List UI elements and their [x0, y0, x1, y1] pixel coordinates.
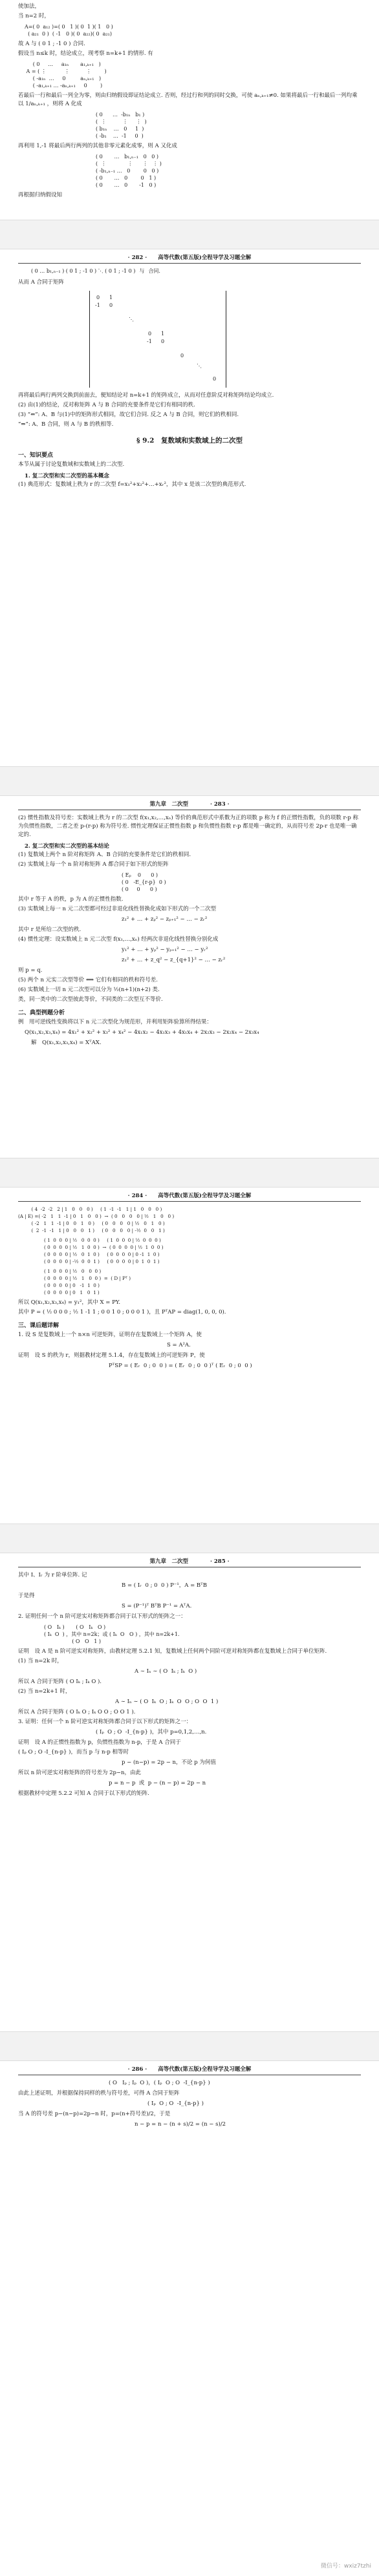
paragraph: (3) “⇐”: A、B 与(1)中的矩阵形式相同，故它们合同. 反之 A 与 B 合同，则它们的秩相同.	[18, 412, 239, 418]
text-line: 由此上述证明，并根据保持同样的秩与符号差，可得 A 合同于矩阵	[18, 2090, 180, 2097]
text-line: 所以 A 合同于矩阵 ( O Iₖ O ; Iₖ O O ; O O 1 ).	[18, 1709, 136, 1715]
running-head: 第九章 二次型 · 285 ·	[149, 1558, 230, 1565]
matrix-equation: ( 0 … -b₁ₙ b₁ ) ( ⋮ ⋮ ⋮ ) ( b₁ₙ … 0 1 ) ( -b₁ … -1 0 )	[96, 112, 147, 139]
list-item: 类，同一类中的二次型彼此等价，不同类的二次型互不等价.	[18, 996, 163, 1003]
list-item: (4) 惯性定理：设实数域上 n 元二次型 f(x₁,…,xₙ) 经两次非退化线性替换分别化成	[18, 936, 219, 943]
list-item: (6) 实数域上一切 n 元二次型可以分为 ½(n+1)(n+2) 类.	[18, 987, 160, 993]
matrix-equation: ( 0 … b₁,ₙ₋₁ 0 0 ) ( ⋮ ⋮ ⋮ ⋮ ) ( -b₁,ₙ₋₁ … 0 0 0 ) ( 0 … 0 0 1 ) ( 0 … 0 -1 0 )	[96, 154, 162, 188]
text-line: 根据教材中定理 5.2.2 可知 A 合同于以下形式的矩阵.	[18, 1790, 149, 1797]
equation: p − (n−p) = 2p − n，不论 p 为何值	[122, 1759, 216, 1766]
text-line: 于是得	[18, 1593, 35, 1599]
watermark: 微信号：wxiz7tzhi	[320, 2563, 371, 2570]
page-1	[0, 0, 379, 220]
proof: 证明 设 A 是 n 阶可逆实对称矩阵，由教材定理 5.2.1 知，复数域上任何两个同阶可逆对称矩阵都在复数域上合同于单位矩阵.	[18, 1648, 327, 1655]
equation: S = A²A.	[167, 1342, 191, 1348]
text-line: 从而 A 合同于矩阵	[18, 279, 65, 286]
paragraph: 若最后一行和最后一列全为零，则由归纳假设即证结论成立. 否则，经过行和列的同时交换，可使 aₙ,ₖ₊₁≠0. 如果将最后一行和最后一列均乘以 1/aₙ,ₖ₊₁ ，则将 A 化成	[18, 92, 358, 107]
matrix-cell: ⋱	[129, 317, 134, 322]
matrix-cell: 1	[109, 295, 113, 300]
list-item: 则 p = q.	[18, 967, 43, 974]
matrix-cell: 0	[180, 353, 184, 359]
paragraph: 再将最后两行两列交换到前面去，便知结论对 n=k+1 的矩阵成立，从而对任意阶反对称矩阵结论均成立.	[18, 392, 274, 399]
page-5	[0, 1553, 379, 2031]
equation: ( O Iₚ ; Iₚ O )，( Iₚ O ; O -I_{n-p} )	[109, 2080, 210, 2086]
list-item: (3) 实数域上每一 n 元二次型都可经过非退化线性替换化成如下形式的一个二次型	[18, 906, 217, 912]
matrix-cell: 0	[213, 376, 217, 382]
proof: 证明 设 A 的正惯性指数为 p，负惯性指数为 n-p，于是 A 合同于	[18, 1739, 181, 1746]
page-2	[0, 249, 379, 766]
matrix-cell: 0	[148, 331, 152, 337]
word-with: 与	[139, 268, 145, 274]
paragraph: 例 用可逆线性变换将以下 n 元二次型化为规范形，并利用矩阵验算所得结果：	[18, 1019, 212, 1025]
page-gap	[0, 2031, 379, 2061]
running-head: · 282 · 高等代数(第五版)全程导学及习题全解	[127, 255, 252, 261]
matrix-pair	[31, 267, 361, 275]
matrix: ( O Iₖ ) ( O Iₖ O ) ( Iₖ O ) ，其中 n=2k；或 ( Iₖ O O ) ，其中 n=2k+1. ( O O 1 )	[44, 1624, 180, 1644]
page-gap	[0, 220, 379, 249]
matrix-left: ( 0 … b₁,ₙ₋₁ ) ( 0 1 ; -1 0 ) ⋱ ( 0 1 ; -1 0 )	[31, 268, 136, 274]
text-line: 故 A 与 ( 0 1 ; -1 0 ) 合同.	[18, 41, 85, 47]
running-head: · 284 · 高等代数(第五版)全程导学及习题全解	[127, 1193, 252, 1199]
block-diagonal-matrix	[89, 291, 226, 388]
page-6	[0, 2061, 379, 2223]
divider	[18, 1201, 361, 1202]
paragraph: (1) 典范形式：复数域上秩为 r 的二次型 f=x₁²+x₂²+…+xᵣ²，其中 x 是该二次型的典范形式.	[18, 481, 246, 488]
list-item: (2) 实数域上每一个 n 阶对称矩阵 A 都合同于如下形式的矩阵	[18, 861, 169, 868]
matrix-equation: ( 0 … a₁ₙ a₁,ₖ₊₁ ) A = ( ⋮ ⋮ ⋮ ) ( -a₁ₙ … 0 aₙ,ₖ₊₁ ) ( -a₁,ₖ₊₁ … -aₙ,ₖ₊₁ 0 )	[26, 61, 107, 89]
text-line: 所以 n 阶可逆实对称矩阵的符号差为 2p−n，由此	[18, 1770, 142, 1776]
page-gap	[0, 1158, 379, 1188]
equation: A ∼ Iₙ ∼ ( O Iₖ ; Iₖ O )	[135, 1668, 197, 1675]
word-congruent: 合同.	[148, 268, 160, 274]
running-head: 第九章 二次型 · 283 ·	[149, 801, 230, 808]
paragraph: (2) 惯性指数及符号差：实数域上秩为 r 的二次型 f(x₁,x₂,…,xₙ) 等价的典范形式中系数为正的项数 p 称为 f 的正惯性指数，负的项数 r-p 称为负惯性指数，二者之差 p-(r-p) 称为符号差. 惯性定理保证正惯性指数 p 和负惯性指数 r-p 都是唯一确定的，从而符号差 2p-r 也是唯一确定的.	[18, 815, 359, 838]
equation: PᵀSP = ( Eᵣ 0 ; 0 0 ) = ( Eᵣ 0 ; 0 0 )ᵀ ( Eᵣ 0 ; 0 0 )	[109, 1363, 252, 1369]
exercise: 2. 证明任何一个 n 阶可逆实对称矩阵都合同于以下形式的矩阵之一：	[18, 1613, 186, 1620]
equation: ( Iₚ O ; O -I_{n-p} )	[147, 2100, 204, 2107]
matrix-cell: 1	[161, 331, 165, 337]
text-line: 假设当 n≤k 时，结论成立，现考察 n=k+1 的情形. 有	[18, 50, 153, 57]
matrix-cell: -1	[147, 339, 152, 344]
text-line: 当 n=2 时，	[18, 13, 50, 19]
augmented-matrix: ( 1 0 0 0 | ½ 0 0 0 ) ( 1 0 0 0 | ½ 0 0 0 ) ( 0 0 0 0 | ½ 1 0 0 ) → ( 0 0 0 0 | ½ 1 0 0 ) ( 0 0 0 0 | ½ 0 1 0 ) ( 0 0 0 0 | 0 -1 1 0 ) ( 0 0 0 0 | -½ 0 0 1 ) ( 0 0 0 0 | 0 1 0 1 )	[44, 1237, 164, 1264]
subsection-heading: 二、典型例题分析	[18, 1010, 65, 1016]
equation: p = n − p 或 p − (n − p) = 2p − n	[109, 1780, 206, 1786]
text-line: 当 A 的符号差 p−(n−p)=2p−n 时，p=(n+符号差)/2，于是	[18, 2111, 171, 2117]
exercise: 3. 证明：任何一个 n 阶可逆实对称矩阵都合同于以下形式的矩阵之一：	[18, 1719, 192, 1725]
equation: B = ( Iᵣ 0 ; 0 0 ) P⁻¹，A = BᵀB	[122, 1582, 207, 1589]
subsection-heading: 一、知识要点	[18, 452, 54, 459]
equation: z₁² + … + zₚ² − zₚ₊₁² − … − zᵣ²	[122, 916, 208, 923]
page-4	[0, 1188, 379, 1524]
matrix-equation: A=( 0 a₁₂ )=( 0 1 )( 0 1 )( 1 0 ) ( a₂₁ 0 ) ( -1 0 )( 0 a₂₂)( 0 a₂₁)	[25, 24, 113, 37]
text-line: ( Iₚ O ; O -I_{n-p} )，而当 p 与 n-p 相等时	[18, 1749, 129, 1755]
text-line: 其中 I、Iᵣ 为 r 阶单位阵. 记	[18, 1572, 87, 1578]
matrix-cell: 0	[96, 295, 100, 300]
text-line: 再根据归纳假设知	[18, 192, 63, 198]
list-item: (1) 复数域上两个 n 阶对称矩阵 A、B 合同的充要条件是它们的秩相同.	[18, 852, 191, 858]
equation: z₁² + … + z_q² − z_{q+1}² − … − zᵣ²	[122, 957, 226, 963]
equation: n − p = n − (n + s)/2 = (n − s)/2	[135, 2121, 226, 2128]
page-3	[0, 796, 379, 1158]
text-line: (2) 当 n=2k+1 时，	[18, 1688, 71, 1695]
equation: ( Iₚ O ; O -I_{n-p} )，其中 p=0,1,2,…,n.	[96, 1729, 207, 1735]
matrix-cell: -1	[95, 302, 100, 308]
item-heading: 2. 复二次型和实二次型的基本结论	[25, 843, 109, 850]
text-line: 所以 Q(x₁,x₂,x₃,x₄) = y₁²，其中 X = PY.	[18, 1299, 121, 1306]
text-line: 其中 P = ( ½ 0 0 0 ; ½ 1 -1 1 ; 0 0 1 0 ; 0 0 0 1 )，且 PᵀAP = diag(1, 0, 0, 0).	[18, 1309, 226, 1315]
proof: 证明 设 S 的秩为 r，则据教材定理 5.1.4，存在复数域上的可逆矩阵 P，使	[18, 1352, 205, 1359]
augmented-matrix: ( 1 0 0 0 | ½ 0 0 0 ) ( 0 0 0 0 | ½ 1 0 0 ) = ( D | Pᵀ ) ( 0 0 0 0 | 0 -1 1 0 ) ( 0 0 0 0 | 0 1 0 1 )	[44, 1268, 131, 1295]
list-item: (5) 两个 n 元实二次型等价 ⟺ 它们有相同的秩和符号差.	[18, 977, 158, 983]
page-gap	[0, 1524, 379, 1553]
exercise: 1. 设 S 是复数域上一个 n×n 可逆矩阵，证明存在复数域上一个矩阵 A，使	[18, 1332, 202, 1338]
matrix-cell: 0	[161, 339, 165, 344]
paragraph: 本节从属于讨论复数域和实数域上的二次型.	[18, 461, 125, 468]
running-head: · 286 · 高等代数(第五版)全程导学及习题全解	[127, 2066, 252, 2073]
equation: 解 Q(x₁,x₂,x₃,x₄) = XᵀAX.	[31, 1040, 102, 1046]
matrix-cell: 0	[109, 302, 113, 308]
section-title: § 9.2 复数域和实数域上的二次型	[136, 437, 243, 445]
matrix-cell: ⋱	[197, 363, 202, 369]
matrix: ( Eₚ 0 0 ) ( 0 -E_{r-p} 0 ) ( 0 0 0 )	[122, 872, 166, 892]
divider	[18, 263, 361, 264]
list-item: 其中 r 等于 A 的秩，p 为 A 的正惯性指数.	[18, 896, 124, 903]
paragraph: (2) 由(1)的结论，反对称矩阵 A 与 B 合同的充要条件是它们有相同的秩.	[18, 402, 195, 408]
text-line: 使加法，	[18, 3, 41, 10]
equation: Q(x₁,x₂,x₃,x₄) = 4x₁² + x₂² + x₃² + x₄² − 4x₁x₂ − 4x₁x₃ + 4x₁x₄ + 2x₂x₃ − 2x₂x₄ − 2x₃x₄	[25, 1029, 259, 1036]
page-gap	[0, 766, 379, 796]
paragraph: “⇒”: A、B 合同，则 A 与 B 的秩相等.	[18, 421, 114, 428]
equation: y₁² + … + yₚ² − yₚ₊₁² − … − yᵣ²	[122, 947, 208, 953]
equation: A ∼ Iₙ ∼ ( O Iₖ O ; Iₖ O O ; O O 1 )	[115, 1699, 219, 1705]
text-line: 所以 A 合同于矩阵 ( O Iₖ ; Iₖ O ).	[18, 1679, 102, 1685]
list-item: 其中 r 是所给二次型的秩.	[18, 927, 81, 933]
paragraph: 再利用 1,-1 将最后两行两列的其他非零元素化成零，则 A 又化成	[18, 143, 177, 149]
augmented-matrix: ( 4 -2 -2 2 | 1 0 0 0 ) ( 1 -1 -1 1 | 1 0 0 0 ) (A | E) =( -2 1 1 -1 | 0 1 0 0 ) → ( 0 0 0 0 | ½ 1 0 0 ) ( -2 1 1 -1 | 0 0 1 0 ) ( 0 0 0 0 | ½ 0 1 0 ) ( 2 -1 -1 1 | 0 0 0 1 ) ( 0 0 0 0 | -½ 0 0 1 )	[18, 1206, 175, 1233]
subsection-heading: 三、课后题详解	[18, 1323, 60, 1329]
text-line: (1) 当 n=2k 时，	[18, 1658, 63, 1664]
equation: S = (P⁻¹)ᵀ BᵀB P⁻¹ = AᵀA.	[122, 1603, 192, 1609]
item-heading: 1. 复二次型和实二次型的基本概念	[25, 473, 109, 479]
